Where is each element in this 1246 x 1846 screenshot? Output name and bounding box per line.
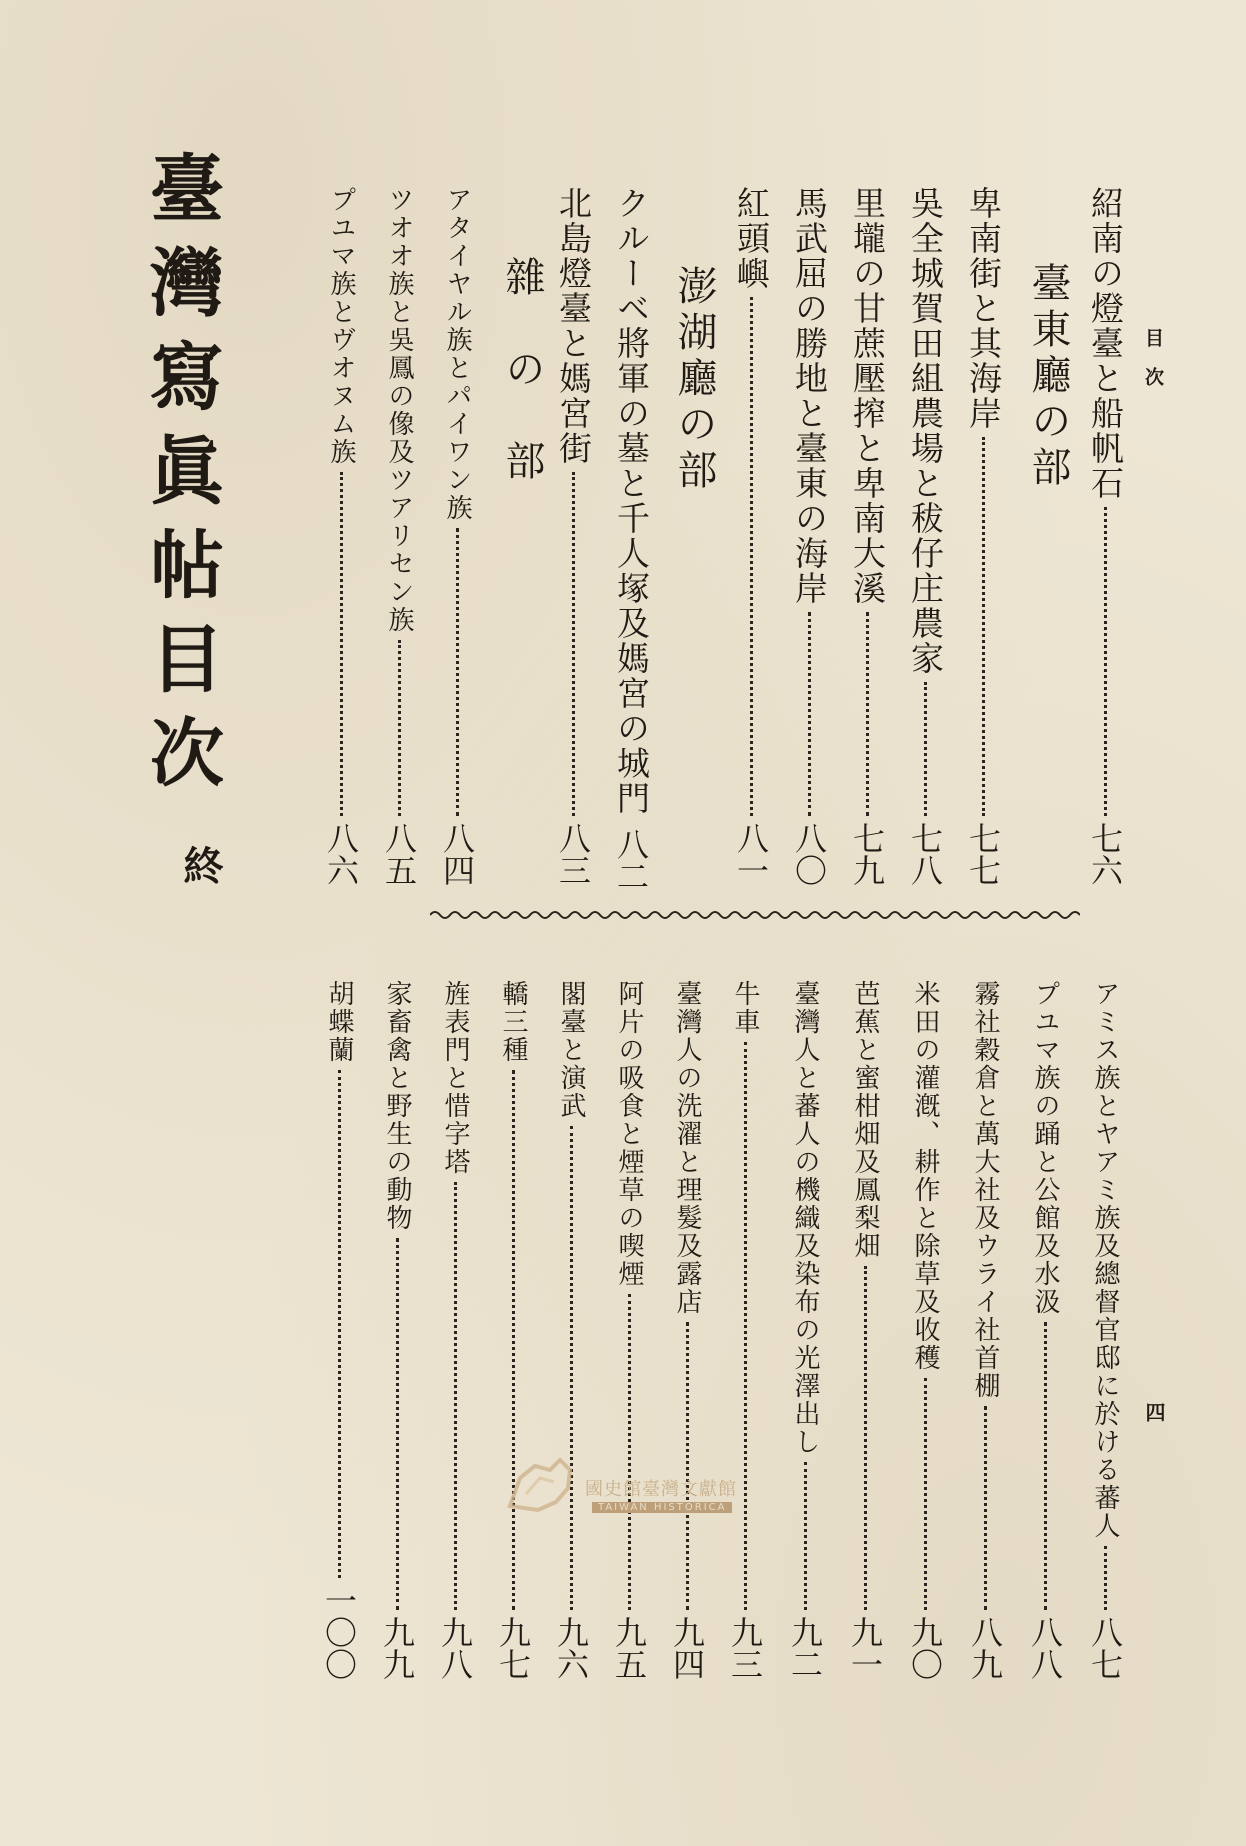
leader-dots: [456, 528, 459, 816]
leader-dots: [1104, 507, 1107, 816]
watermark-text: 國史館臺灣文獻館: [585, 1479, 737, 1500]
entry-title: 臺灣人と蕃人の機織及染布の光澤出し: [790, 980, 820, 1456]
entry-page: 九七: [494, 1616, 532, 1680]
entry-title: 米田の灌漑、耕作と除草及收穫: [910, 980, 940, 1372]
leader-dots: [864, 1266, 867, 1610]
entry-title: 閣臺と演武: [556, 980, 586, 1120]
entry-title: 吳全城賀田組農場と秡仔庄農家: [906, 186, 945, 676]
toc-entry: [960, 186, 1006, 886]
toc-entry: [606, 980, 652, 1680]
leader-dots: [570, 1126, 573, 1610]
entry-title: 里壠の甘蔗壓搾と卑南大溪: [848, 186, 887, 606]
section-heading-penghu: 澎湖廳の部: [671, 265, 717, 495]
entry-title: プユマ族とヴオヌム族: [326, 186, 356, 466]
leader-dots: [804, 1462, 807, 1610]
entry-page: 九六: [552, 1616, 590, 1680]
toc-entry: [728, 186, 774, 886]
entry-page: 八一: [732, 822, 770, 886]
toc-entry: [902, 186, 948, 886]
entry-title: 紹南の燈臺と船帆石: [1086, 186, 1125, 501]
toc-entry: [434, 186, 480, 886]
entry-page: 九二: [786, 1616, 824, 1680]
toc-entry: [490, 980, 536, 1680]
toc-entry: [962, 980, 1008, 1680]
entry-title: 芭蕉と蜜柑畑及鳳梨畑: [850, 980, 880, 1260]
entry-page: 八八: [1026, 1616, 1064, 1680]
entry-page: 九四: [668, 1616, 706, 1680]
entry-title: ツオオ族と吳鳳の像及ツアリセン族: [384, 186, 414, 634]
entry-page: 八九: [966, 1616, 1004, 1680]
entry-page: 九一: [846, 1616, 884, 1680]
leader-dots: [924, 1378, 927, 1610]
end-mark: 終: [177, 845, 224, 885]
leader-dots: [984, 1406, 987, 1610]
entry-title: 胡蝶蘭: [324, 980, 354, 1064]
entry-page: 八四: [438, 822, 476, 886]
entry-title: 家畜禽と野生の動物: [382, 980, 412, 1232]
toc-entry: [842, 980, 888, 1680]
entry-title: 阿片の吸食と煙草の喫煙: [614, 980, 644, 1288]
entry-page: 一〇〇: [320, 1584, 358, 1680]
entry-page: 七八: [906, 822, 944, 886]
entry-page: 九八: [436, 1616, 474, 1680]
toc-entry: [722, 980, 768, 1680]
toc-entry: [664, 980, 710, 1680]
entry-title: 北島燈臺と媽宮街: [554, 186, 593, 466]
toc-entry: [1022, 980, 1068, 1680]
toc-entry: [318, 186, 364, 886]
toc-entry: [1082, 186, 1128, 886]
entry-page: 九三: [726, 1616, 764, 1680]
leader-dots: [454, 1182, 457, 1610]
leader-dots: [398, 640, 401, 816]
entry-page: 八七: [1086, 1616, 1124, 1680]
entry-title: 臺灣人の洗濯と理髮及露店: [672, 980, 702, 1316]
running-head: 目次: [1142, 328, 1164, 406]
leader-dots: [572, 472, 575, 816]
leader-dots: [866, 612, 869, 816]
toc-entry: [782, 980, 828, 1680]
entry-page: 七七: [964, 822, 1002, 886]
wavy-divider: [430, 908, 1080, 922]
entry-title: 紅頭嶼: [732, 186, 771, 291]
entry-page: 七九: [848, 822, 886, 886]
entry-title: アミス族とヤアミ族及總督官邸に於ける蕃人: [1090, 980, 1120, 1540]
toc-entry: [902, 980, 948, 1680]
entry-title: 卑南街と其海岸: [964, 186, 1003, 431]
toc-entry: [548, 980, 594, 1680]
leader-dots: [1104, 1546, 1107, 1610]
leader-dots: [982, 437, 985, 816]
leader-dots: [924, 682, 927, 816]
leader-dots: [340, 472, 343, 816]
entry-page: 九五: [610, 1616, 648, 1680]
leader-dots: [808, 612, 811, 816]
entry-page: 八五: [380, 822, 418, 886]
toc-entry: [608, 186, 654, 892]
section-heading-misc: 雜 の 部: [499, 256, 545, 486]
toc-entry: [1082, 980, 1128, 1680]
entry-page: 九九: [378, 1616, 416, 1680]
entry-title: 轎三種: [498, 980, 528, 1064]
entry-page: 九〇: [906, 1616, 944, 1680]
entry-title: 旌表門と惜字塔: [440, 980, 470, 1176]
entry-title: クルーベ將軍の墓と千人塚及媽宮の城門: [612, 186, 651, 816]
toc-entry: [376, 186, 422, 886]
leader-dots: [744, 1042, 747, 1610]
toc-entry: [786, 186, 832, 886]
entry-title: プユマ族の踊と公館及水汲: [1030, 980, 1060, 1316]
entry-title: 霧社穀倉と萬大社及ウライ社首棚: [970, 980, 1000, 1400]
entry-page: 八六: [322, 822, 360, 886]
leader-dots: [512, 1070, 515, 1610]
toc-entry: [374, 980, 420, 1680]
toc-entry: [550, 186, 596, 886]
leader-dots: [1044, 1322, 1047, 1610]
entry-title: 牛車: [730, 980, 760, 1036]
section-heading-taitung: 臺東廳の部: [1025, 262, 1071, 492]
toc-entry: [316, 980, 362, 1680]
leader-dots: [338, 1070, 341, 1578]
entry-page: 八三: [554, 822, 592, 886]
page-number: 四: [1142, 1402, 1166, 1422]
toc-entry: [432, 980, 478, 1680]
entry-page: 七六: [1086, 822, 1124, 886]
entry-page: 八二: [612, 828, 650, 892]
watermark-subtext: TAIWAN HISTORICA: [592, 1502, 732, 1513]
entry-title: アタイヤル族とパイワン族: [442, 186, 472, 522]
leader-dots: [750, 297, 753, 816]
toc-entry: [844, 186, 890, 886]
entry-page: 八〇: [790, 822, 828, 886]
book-title: 臺灣寫眞帖目次: [138, 150, 224, 808]
entry-title: 馬武屈の勝地と臺東の海岸: [790, 186, 829, 606]
leader-dots: [396, 1238, 399, 1610]
